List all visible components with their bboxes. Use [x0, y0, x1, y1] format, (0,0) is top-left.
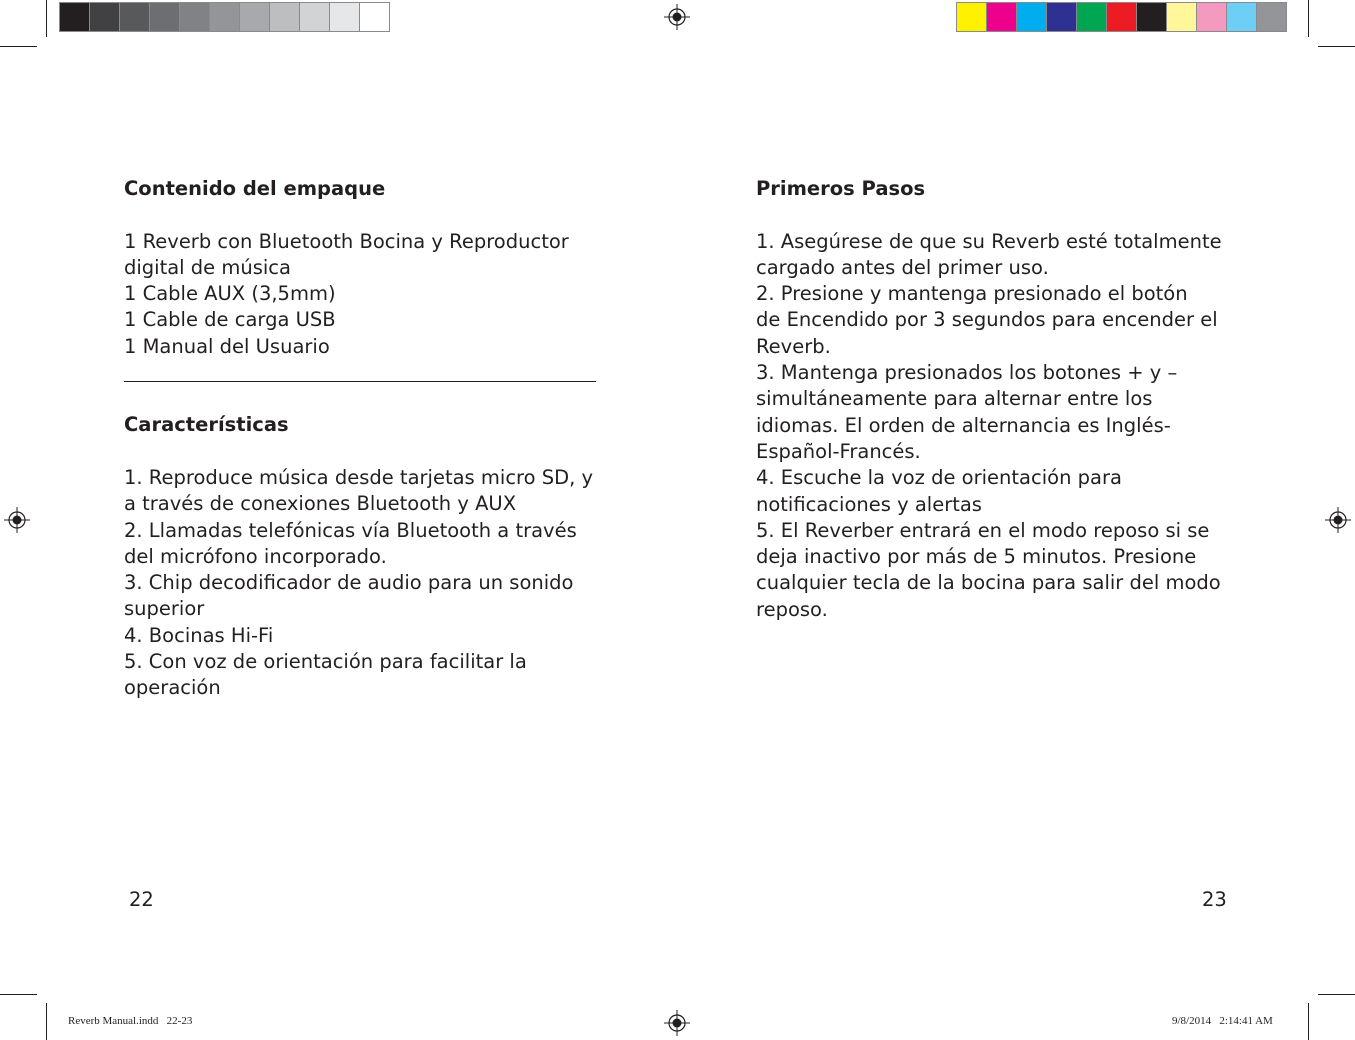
process-swatch [1077, 3, 1107, 31]
crop-mark [1318, 994, 1355, 995]
feature-line: del micrófono incorporado. [124, 544, 387, 568]
feature-line: superior [124, 597, 205, 621]
process-swatch [987, 3, 1017, 31]
step-line: cualquier tecla de la bocina para salir del modo [756, 571, 1221, 595]
process-swatch [957, 3, 987, 31]
crop-mark [1318, 46, 1355, 47]
crop-mark [1308, 0, 1309, 37]
gray-swatch [240, 3, 270, 31]
feature-line: operación [124, 676, 221, 700]
getting-started-heading: Primeros Pasos [756, 177, 926, 200]
registration-mark-icon [664, 4, 690, 30]
package-contents-heading: Contenido del empaque [124, 177, 386, 200]
crop-mark [1308, 1003, 1309, 1040]
package-item: 1 Manual del Usuario [124, 334, 330, 358]
process-swatch [1137, 3, 1167, 31]
gray-swatch [90, 3, 120, 31]
package-item: 1 Reverb con Bluetooth Bocina y Reproductor [124, 229, 569, 253]
left-page-content [124, 176, 614, 702]
step-line: reposo. [756, 597, 828, 621]
process-swatch [1227, 3, 1257, 31]
step-line: deja inactivo por más de 5 minutos. Presione [756, 545, 1197, 569]
crop-mark [0, 46, 37, 47]
registration-mark-icon [664, 1010, 690, 1036]
process-swatch [1017, 3, 1047, 31]
gray-swatch [270, 3, 300, 31]
slug-timestamp: 9/8/2014 2:14:41 AM [1172, 1015, 1273, 1027]
feature-line: 4. Bocinas Hi-Fi [124, 623, 274, 647]
gray-swatch [360, 3, 389, 31]
right-page-content [756, 176, 1256, 623]
step-line: 5. El Reverber entrará en el modo reposo si se [756, 518, 1210, 542]
package-item: 1 Cable AUX (3,5mm) [124, 282, 336, 306]
package-item: 1 Cable de carga USB [124, 308, 336, 332]
process-color-bar [956, 2, 1287, 32]
step-line: 3. Mantenga presionados los botones + y – [756, 361, 1178, 385]
crop-mark [46, 1003, 47, 1040]
gray-swatch [120, 3, 150, 31]
step-line: 1. Asegúrese de que su Reverb esté totalmente [756, 229, 1222, 253]
crop-mark [0, 994, 37, 995]
step-line: de Encendido por 3 segundos para encender el [756, 308, 1218, 332]
process-swatch [1107, 3, 1137, 31]
feature-line: 5. Con voz de orientación para facilitar la [124, 650, 527, 674]
step-line: idiomas. El orden de alternancia es Inglés- [756, 413, 1171, 437]
step-line: notificaciones y alertas [756, 492, 982, 516]
gray-swatch [150, 3, 180, 31]
process-swatch [1167, 3, 1197, 31]
feature-line: a través de conexiones Bluetooth y AUX [124, 492, 517, 516]
gray-swatch [330, 3, 360, 31]
step-line: simultáneamente para alternar entre los [756, 387, 1153, 411]
step-line: cargado antes del primer uso. [756, 255, 1049, 279]
step-line: 4. Escuche la voz de orientación para [756, 466, 1122, 490]
registration-mark-icon [4, 507, 30, 533]
feature-line: 2. Llamadas telefónicas vía Bluetooth a través [124, 518, 577, 542]
step-line: Reverb. [756, 334, 831, 358]
page-number-right: 23 [1202, 888, 1227, 911]
gray-swatch [210, 3, 240, 31]
process-swatch [1047, 3, 1077, 31]
features-heading: Características [124, 413, 289, 437]
slug-file-name: Reverb Manual.indd 22-23 [68, 1015, 193, 1027]
grayscale-color-bar [59, 2, 390, 32]
step-line: 2. Presione y mantenga presionado el botón [756, 282, 1188, 306]
crop-mark [46, 0, 47, 37]
section-divider [124, 381, 596, 382]
gray-swatch [60, 3, 90, 31]
package-item: digital de música [124, 255, 291, 279]
process-swatch [1257, 3, 1286, 31]
step-line: Español-Francés. [756, 439, 921, 463]
registration-mark-icon [1325, 507, 1351, 533]
process-swatch [1197, 3, 1227, 31]
page-number-left: 22 [129, 888, 154, 911]
gray-swatch [180, 3, 210, 31]
gray-swatch [300, 3, 330, 31]
feature-line: 3. Chip decodificador de audio para un sonido [124, 571, 574, 595]
feature-line: 1. Reproduce música desde tarjetas micro SD, y [124, 465, 594, 489]
